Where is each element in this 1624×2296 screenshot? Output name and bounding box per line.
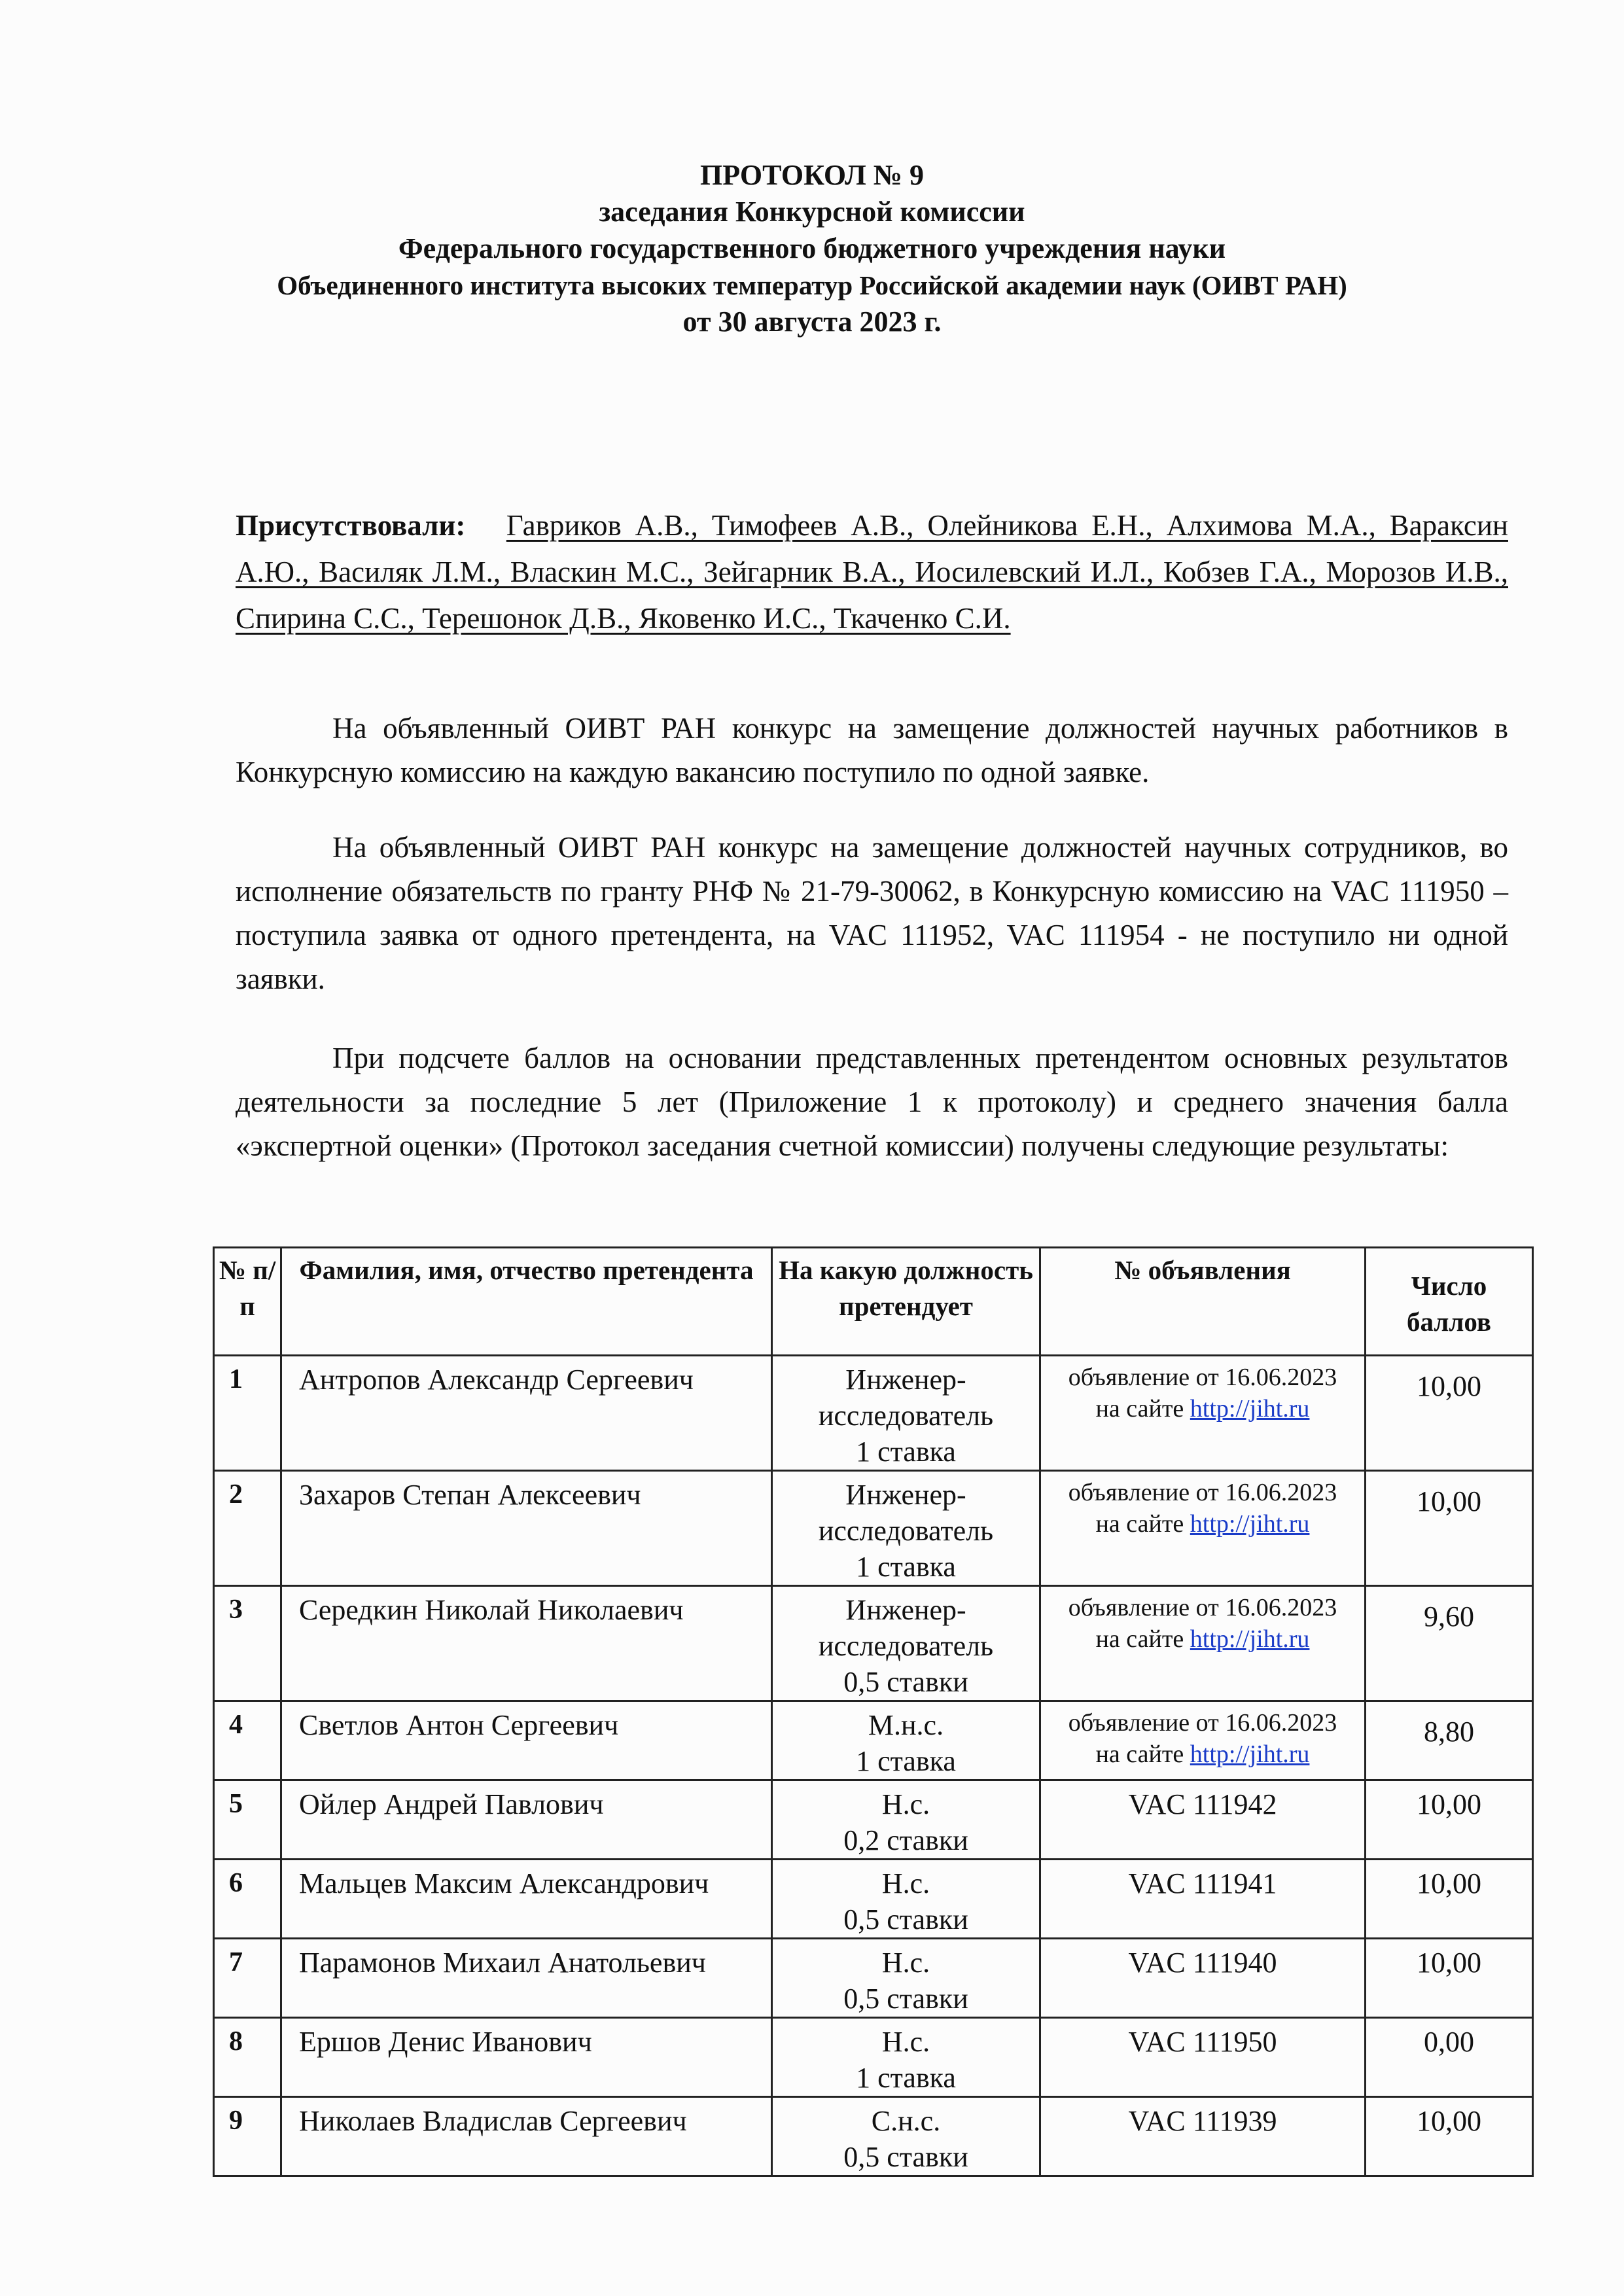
attendees-names: Гавриков А.В., Тимофеев А.В., Олейникова Е.Н., Алхимова М.А., Вараксин А.Ю., Василяк Л.М., Власкин М.С., Зейгарник В.А., Иосилевский И.Л., Кобзев Г.А., Морозов И.В., Спирина С.С., Терешонок Д.В., Яковенко И.С., Ткаченко С.И. [236, 509, 1508, 635]
row-announcement [1040, 1860, 1366, 1939]
row-position [772, 1780, 1040, 1860]
position-line: 1 ставка [856, 1551, 956, 1583]
vacancy-code: VAC 111942 [1128, 1788, 1277, 1820]
table-row [214, 1586, 1533, 1701]
row-announcement [1040, 2097, 1366, 2176]
document-header [0, 157, 1624, 340]
position-line: 1 ставка [856, 1436, 956, 1468]
row-score: 10,00 [1366, 1780, 1533, 1860]
position-line: 1 ставка [856, 2062, 956, 2094]
vacancy-code: VAC 111940 [1128, 1947, 1277, 1979]
row-score: 0,00 [1366, 2018, 1533, 2097]
institution-line: Федерального государственного бюджетного учреждения науки [398, 232, 1226, 264]
row-name: Ойлер Андрей Павлович [281, 1780, 772, 1860]
table-row [214, 1780, 1533, 1860]
row-announcement [1040, 1701, 1366, 1780]
col-header-score: Число баллов [1366, 1248, 1533, 1356]
protocol-title: ПРОТОКОЛ № 9 [700, 159, 924, 191]
row-position [772, 1939, 1040, 2018]
position-line: Инженер- [845, 1364, 966, 1396]
announcement-site-label: на сайте [1095, 1510, 1190, 1538]
table-row [214, 2097, 1533, 2176]
row-name: Николаев Владислав Сергеевич [281, 2097, 772, 2176]
announcement-link[interactable]: http://jiht.ru [1190, 1510, 1310, 1538]
announcement-site-label: на сайте [1095, 1740, 1190, 1768]
attendees-colon: : [455, 509, 466, 542]
results-table [213, 1246, 1534, 2177]
row-name: Захаров Степан Алексеевич [281, 1471, 772, 1586]
row-position [772, 1356, 1040, 1471]
row-num: 2 [214, 1471, 281, 1586]
row-position [772, 1586, 1040, 1701]
row-num: 5 [214, 1780, 281, 1860]
row-position [772, 2018, 1040, 2097]
table-row [214, 1356, 1533, 1471]
position-line: 0,5 ставки [843, 1983, 968, 2015]
announcement-link[interactable]: http://jiht.ru [1190, 1395, 1310, 1422]
position-line: С.н.с. [871, 2105, 941, 2137]
col-header-num: № п/п [214, 1248, 281, 1356]
announcement-date: объявление от 16.06.2023 [1068, 1364, 1337, 1391]
position-line: 0,5 ставки [843, 1666, 968, 1698]
position-line: Н.с. [881, 1867, 930, 1899]
table-row [214, 2018, 1533, 2097]
table-row [214, 1471, 1533, 1586]
position-line: исследователь [818, 1400, 994, 1432]
announcement-date: объявление от 16.06.2023 [1068, 1709, 1337, 1737]
announcement-date: объявление от 16.06.2023 [1068, 1594, 1337, 1621]
vacancy-code: VAC 111950 [1128, 2026, 1277, 2058]
announcement-link[interactable]: http://jiht.ru [1190, 1740, 1310, 1768]
row-score: 8,80 [1366, 1701, 1533, 1780]
vacancy-code: VAC 111941 [1128, 1867, 1277, 1899]
row-score: 9,60 [1366, 1586, 1533, 1701]
row-num: 1 [214, 1356, 281, 1471]
attendees-label: Присутствовали [236, 509, 456, 542]
announcement-site-label: на сайте [1095, 1395, 1190, 1422]
row-name: Парамонов Михаил Анатольевич [281, 1939, 772, 2018]
meeting-subtitle: заседания Конкурсной комиссии [599, 196, 1025, 228]
announcement-link[interactable]: http://jiht.ru [1190, 1625, 1310, 1653]
row-position [772, 1701, 1040, 1780]
row-score: 10,00 [1366, 1356, 1533, 1471]
row-name: Середкин Николай Николаевич [281, 1586, 772, 1701]
position-line: исследователь [818, 1515, 994, 1547]
position-line: М.н.с. [868, 1709, 944, 1741]
table-row [214, 1939, 1533, 2018]
row-announcement [1040, 1586, 1366, 1701]
paragraph-3: При подсчете баллов на основании представленных претендентом основных результатов деятельности за последние 5 лет (Приложение 1 к протоколу) и среднего значения балла «экспертной оценки» (Протокол заседания счетной комиссии) получены следующие результаты: [236, 1042, 1508, 1162]
row-position [772, 1471, 1040, 1586]
row-score: 10,00 [1366, 2097, 1533, 2176]
row-score: 10,00 [1366, 1939, 1533, 2018]
row-name: Мальцев Максим Александрович [281, 1860, 772, 1939]
table-header-row [214, 1248, 1533, 1356]
row-position [772, 2097, 1040, 2176]
row-name: Светлов Антон Сергеевич [281, 1701, 772, 1780]
position-line: 0,5 ставки [843, 2141, 968, 2173]
position-line: Инженер- [845, 1594, 966, 1626]
position-line: 1 ставка [856, 1745, 956, 1777]
attendees-block [236, 503, 1508, 642]
table-row [214, 1860, 1533, 1939]
col-header-name: Фамилия, имя, отчество претендента [281, 1248, 772, 1356]
position-line: Н.с. [881, 2026, 930, 2058]
protocol-date: от 30 августа 2023 г. [682, 306, 942, 338]
row-num: 7 [214, 1939, 281, 2018]
vacancy-code: VAC 111939 [1128, 2105, 1277, 2137]
row-announcement [1040, 2018, 1366, 2097]
col-header-announcement: № объявления [1040, 1248, 1366, 1356]
announcement-site-label: на сайте [1095, 1625, 1190, 1653]
row-num: 6 [214, 1860, 281, 1939]
row-num: 4 [214, 1701, 281, 1780]
row-position [772, 1860, 1040, 1939]
row-score: 10,00 [1366, 1471, 1533, 1586]
position-line: исследователь [818, 1630, 994, 1662]
position-line: 0,5 ставки [843, 1903, 968, 1935]
position-line: Инженер- [845, 1479, 966, 1511]
table-row [214, 1701, 1533, 1780]
position-line: Н.с. [881, 1947, 930, 1979]
row-name: Ершов Денис Иванович [281, 2018, 772, 2097]
position-line: Н.с. [881, 1788, 930, 1820]
row-score: 10,00 [1366, 1860, 1533, 1939]
row-num: 3 [214, 1586, 281, 1701]
paragraph-1: На объявленный ОИВТ РАН конкурс на замещение должностей научных работников в Конкурсную комиссию на каждую вакансию поступило по одной заявке. [236, 712, 1508, 788]
row-num: 8 [214, 2018, 281, 2097]
row-num: 9 [214, 2097, 281, 2176]
row-announcement [1040, 1356, 1366, 1471]
col-header-position: На какую должность претендует [772, 1248, 1040, 1356]
row-announcement [1040, 1939, 1366, 2018]
paragraph-2: На объявленный ОИВТ РАН конкурс на замещение должностей научных сотрудников, во исполнение обязательств по гранту РНФ № 21-79-30062, в Конкурсную комиссию на VAC 111950 – поступила заявка от одного претендента, на VAC 111952, VAC 111954 - не поступило ни одной заявки. [236, 831, 1508, 995]
announcement-date: объявление от 16.06.2023 [1068, 1479, 1337, 1506]
position-line: 0,2 ставки [843, 1824, 968, 1856]
row-name: Антропов Александр Сергеевич [281, 1356, 772, 1471]
row-announcement [1040, 1471, 1366, 1586]
institute-name: Объединенного института высоких температур Российской академии наук (ОИВТ РАН) [277, 270, 1347, 300]
row-announcement [1040, 1780, 1366, 1860]
